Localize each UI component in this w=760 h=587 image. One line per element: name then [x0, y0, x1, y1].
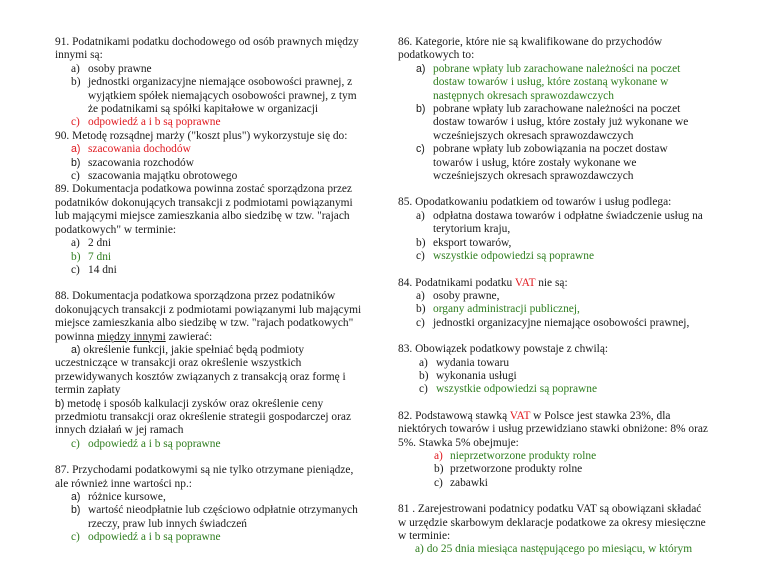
- answer-91-b: b) jednostki organizacyjne niemające osobowości prawnej, z wyjątkiem spółek niemających osobowości prawnej, z tym że podatnikami są spółki kapitałowe w organizacji: [71, 76, 357, 116]
- answer-89-a: a) 2 dni: [71, 237, 112, 250]
- left-column: [55, 36, 369, 545]
- question-86: 86. Kategorie, które nie są kwalifikowane do przychodów podatkowych to:: [398, 36, 663, 62]
- answer-84-b: b) organy administracji publicznej,: [416, 303, 580, 316]
- answer-89-b: b) 7 dni: [71, 250, 112, 263]
- answer-86-b: b) pobrane wpłaty lub zarachowane należności na poczet dostaw towarów i usług, które zostały już wykonane we wcześniejszych okresach sprawozdawczych: [416, 103, 689, 142]
- question-91: 91. Podatnikami podatku dochodowego od osób prawnych między innymi są:: [55, 36, 359, 62]
- answer-84-a: a) osoby prawne,: [416, 289, 500, 302]
- question-85: 85. Opodatkowaniu podatkiem od towarów i usług podlega:: [398, 196, 672, 209]
- answer-82-a: a) nieprzetworzone produkty rolne: [434, 449, 597, 462]
- answer-85-c: c) wszystkie odpowiedzi są poprawne: [416, 250, 595, 263]
- answer-88-c: c) odpowiedź a i b są poprawne: [71, 437, 221, 450]
- question-90: 90. Metodę rozsądnej marży ("koszt plus") wykorzystuje się do:: [55, 129, 348, 142]
- question-82: 82. Podstawową stawką VAT w Polsce jest stawka 23%, dla niektórych towarów i usług przewidziano stawki obniżone: 8% oraz 5%. Stawka 5% obejmuje:: [398, 409, 708, 449]
- question-81: 81 . Zarejestrowani podatnicy podatku VAT są obowiązani składać w urzędzie skarbowym deklaracje podatkowe za okresy miesięczne w terminie:: [398, 503, 706, 542]
- answer-85-b: b) eksport towarów,: [416, 236, 512, 249]
- answer-82-b: b) przetworzone produkty rolne: [434, 463, 583, 476]
- answer-87-c: c) odpowiedź a i b są poprawne: [71, 531, 221, 544]
- answer-91-a: a) osoby prawne: [71, 62, 152, 75]
- answer-84-c: c) jednostki organizacyjne niemające osobowości prawnej,: [416, 316, 690, 329]
- answer-89-c: c) 14 dni: [71, 263, 117, 276]
- answer-85-a: a) odpłatna dostawa towarów i odpłatne świadczenie usług na terytorium kraju,: [416, 209, 703, 236]
- question-87: 87. Przychodami podatkowymi są nie tylko otrzymane pieniądze, ale również inne wartości np.:: [55, 464, 354, 490]
- answer-90-a: a) szacowania dochodów: [71, 143, 191, 156]
- answer-90-b: b) szacowania rozchodów: [71, 156, 194, 169]
- answer-88-b: b) metodę i sposób kalkulacji zysków oraz określenie ceny przedmiotu transakcji oraz określenie strategii gospodarczej oraz innych działań w jej ramach: [55, 397, 352, 437]
- answer-83-b: b) wykonania usługi: [419, 369, 517, 382]
- question-88: 88. Dokumentacja podatkowa sporządzona przez podatników dokonujących transakcji z podmiotami powiązanymi lub mającymi miejsce zamieszkania albo siedzibę w tzw. "rajach podatkowych" powinna między innymi zawierać:: [55, 290, 362, 343]
- answer-83-c: c) wszystkie odpowiedzi są poprawne: [419, 383, 598, 396]
- question-84: 84. Podatnikami podatku VAT nie są:: [398, 276, 568, 289]
- answer-83-a: a) wydania towaru: [419, 356, 510, 369]
- answer-86-c: c) pobrane wpłaty lub zobowiązania na poczet dostaw towarów i usług, które zostały wykonane we wcześniejszych okresach sprawozdawczych: [416, 143, 668, 183]
- answer-91-c: c) odpowiedź a i b są poprawne: [71, 116, 221, 129]
- answer-81-a: a) do 25 dnia miesiąca następującego po miesiącu, w którym: [415, 543, 693, 556]
- question-89: 89. Dokumentacja podatkowa powinna zostać sporządzona przez podatników dokonujących transakcji z podmiotami powiązanymi lub mającymi miejsce zamieszkania albo siedzibę w tzw. "rajach podatkowych" w terminie:: [55, 183, 353, 236]
- answer-87-a: a) różnice kursowe,: [71, 491, 166, 503]
- question-83: 83. Obowiązek podatkowy powstaje z chwilą:: [398, 343, 609, 356]
- answer-87-b: b) wartość nieodpłatnie lub częściowo odpłatnie otrzymanych rzeczy, praw lub innych świadczeń: [71, 504, 358, 530]
- right-column: [398, 36, 708, 557]
- answer-82-c: c) zabawki: [434, 476, 488, 489]
- answer-86-a: a) pobrane wpłaty lub zarachowane należności na poczet dostaw towarów i usług, które zostaną wykonane w następnych okresach sprawozdawczych: [416, 62, 681, 102]
- answer-88-a: a) określenie funkcji, jakie spełniać będą podmioty uczestniczące w transakcji oraz określenie wszystkich przewidywanych kosztów związanych z transakcją oraz formę i termin zapłaty: [55, 343, 346, 397]
- answer-90-c: c) szacowania majątku obrotowego: [71, 170, 238, 183]
